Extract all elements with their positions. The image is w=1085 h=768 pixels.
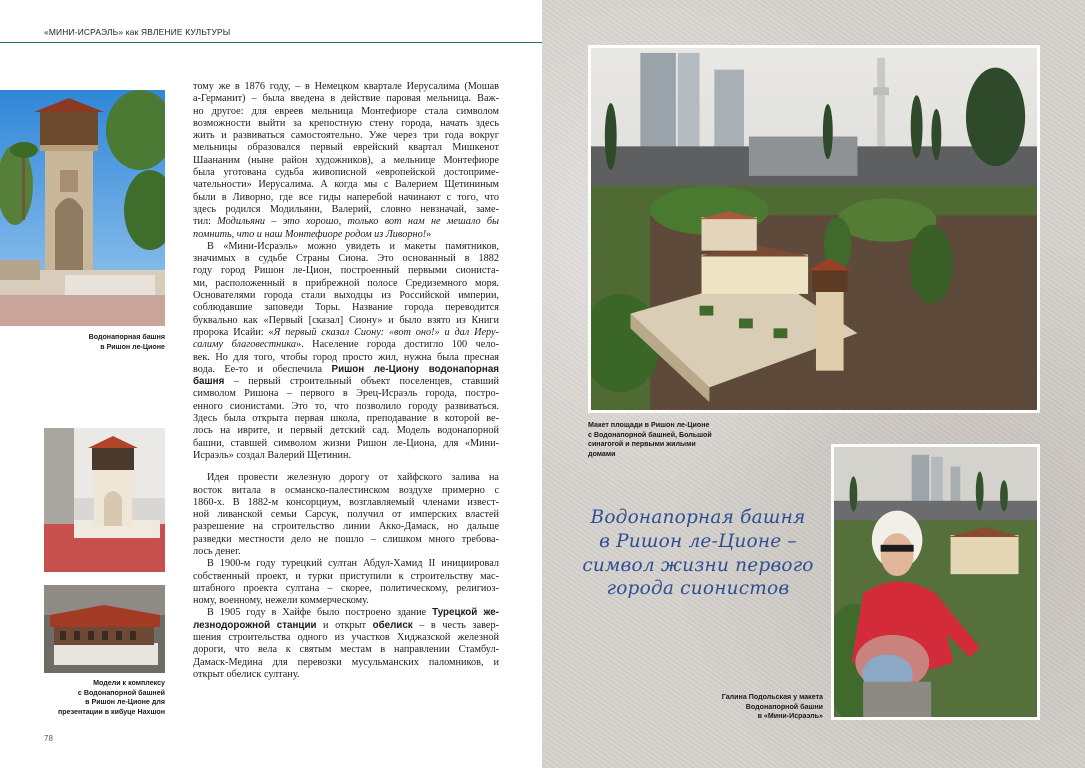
- paragraph-gap: [193, 462, 499, 472]
- text-line: разведки местности дело не пошло – слишком много требова-: [193, 533, 499, 545]
- text-line: шения строительства одного из участков Хиджазской железной: [193, 632, 499, 644]
- text-line: возможности выйти за крепостную стену города, начать здесь: [193, 117, 499, 129]
- text-line: буквально как «Первый [сказал] Сиону» и было взято из Книги: [193, 314, 499, 326]
- text-line: салиму благовестника». Население города достигло 100 чело-: [193, 339, 499, 351]
- galina-caption: Галина Подольская у макета Водонапорной башни в «Мини-Исраэль»: [721, 693, 823, 721]
- article-body: [193, 81, 499, 681]
- text-line: лезнодорожной станции и открыт обелиск – в честь завер-: [193, 619, 499, 631]
- text-line: дороги, что вела к святым местам в направлении Стамбул-: [193, 644, 499, 656]
- text-line: соблюдавшие заповеди Торы. Название города переводится: [193, 302, 499, 314]
- text-line: ному, военному, нежели коммерческому.: [193, 595, 369, 607]
- pull-quote: Водонапорная башня в Ришон ле-Ционе – символ жизни первого города сионистов: [582, 507, 814, 600]
- text-line: помнить, что и наш Монтефиоре родом из Ливорно!»: [193, 228, 432, 240]
- house-model-photo: [44, 585, 165, 673]
- tower-photo-caption: Водонапорная башня в Ришон ле-Ционе: [88, 333, 165, 351]
- square-model-photo: [588, 45, 1040, 413]
- text-line: открыт обелиск султану.: [193, 668, 300, 680]
- text-line: век. Но для того, чтобы город просто жил, нужна была пресная: [193, 351, 499, 363]
- square-model-caption: Макет площади в Ришон ле-Ционе с Водонапорной башней, Большой синагогой и первыми жилыми домами: [588, 421, 712, 458]
- text-line: здесь родился Модильяни, Валерий, словно невзначай, заме-: [193, 203, 499, 215]
- text-line: енного сионистами. Это то, что позволило городу развиваться.: [193, 400, 499, 412]
- text-line: но другое: для евреев мельница Монтефиоре стала символом: [193, 105, 499, 117]
- text-line: мельницы образовался первый еврейский квартал Мишкенот: [193, 142, 499, 154]
- running-header: «МИНИ-ИСРАЭЛЬ» как ЯВЛЕНИЕ КУЛЬТУРЫ: [44, 27, 231, 37]
- text-line: была уготована судьба живописной «европейской достоприме-: [193, 167, 499, 179]
- text-line: башни, ставшей символом жизни Ришон ле-Циона, для «Мини-: [193, 437, 499, 449]
- tower-model-photo: [44, 428, 165, 572]
- text-line: Дамаск-Медина для перевозки мусульманских паломников, и: [193, 656, 499, 668]
- text-line: разрешение на строительство линии Акко-Дамаск, но дальше: [193, 521, 499, 533]
- text-line: году город Ришон ле-Цион, построенный первыми сиониста-: [193, 265, 499, 277]
- text-line: штабного проекта султана – скорее, политическому, религиоз-: [193, 582, 499, 594]
- text-line: башня – первый строительный объект поселенцев, ставший: [193, 376, 499, 388]
- text-line: тил: Модильяни – это хорошо, только вот нам не мешало бы: [193, 216, 499, 228]
- galina-photo: [831, 444, 1040, 720]
- left-page: [0, 0, 542, 768]
- page-number: 78: [44, 734, 53, 743]
- text-line: жить и развиваться самостоятельно. Уже через три года вокруг: [193, 130, 499, 142]
- text-line: чательности» Иерусалима. А когда мы с Валерием Щетининым: [193, 179, 499, 191]
- text-line: собственный проект, и турки приступили к строительству мас-: [193, 570, 499, 582]
- header-rule: [0, 42, 542, 43]
- text-line: ми, расположенный в прибрежной полосе Средиземного моря.: [193, 277, 499, 289]
- text-line: были в Ливорно, где все гиды наперебой начинают с того, что: [193, 191, 499, 203]
- text-line: восток витала в османско-палестинском воздухе примерно с: [193, 484, 499, 496]
- text-line: Здесь была открыта первая школа, преподавание в которой ве-: [193, 413, 499, 425]
- text-line: 1860-х. В 1882-м консорциум, возглавляемый членами извест-: [193, 496, 499, 508]
- text-line: В «Мини-Исраэль» можно увидеть и макеты памятников,: [207, 240, 499, 252]
- water-tower-photo: [0, 90, 165, 326]
- text-line: В 1905 году в Хайфе было построено здание Турецкой же-: [207, 607, 499, 619]
- text-line: пророка Исайи: «Я первый сказал Сиону: «вот оно!» и дал Иеру-: [193, 326, 499, 338]
- text-line: Шаананим (ныне район художников), а мельнице Монтефиоре: [193, 154, 499, 166]
- text-line: Исраэль» создал Валерий Щетинин.: [193, 449, 352, 461]
- text-line: Идея провести железную дорогу от хайфского залива на: [207, 472, 499, 484]
- text-line: символом Ришона – первого в Эрец-Исраэль города, постро-: [193, 388, 499, 400]
- text-line: лось денег.: [193, 545, 241, 557]
- text-line: ной ливанской семьи Сарсук, получил от имперских властей: [193, 509, 499, 521]
- text-line: тому же в 1876 году, – в Немецком квартале Иерусалима (Мошав: [193, 81, 499, 92]
- text-line: В 1900-м году турецкий султан Абдул-Хамид II инициировал: [207, 558, 499, 570]
- models-caption: Модели к комплексу с Водонапорной башней в Ришон ле-Ционе для презентации в кибуце Нахшон: [58, 679, 165, 716]
- text-line: лось на иврите, и первый детский сад. Модель водонапорной: [193, 425, 499, 437]
- text-line: Основателями города стали выходцы из Российской империи,: [193, 290, 499, 302]
- text-line: значимых в судьбе Страны Сиона. Это основанный в 1882: [193, 253, 499, 265]
- text-line: вода. Ее-то и обеспечила Ришон ле-Циону водонапорная: [193, 363, 499, 375]
- text-line: а-Германит) – была введена в действие паровая мельница. Важ-: [193, 93, 499, 105]
